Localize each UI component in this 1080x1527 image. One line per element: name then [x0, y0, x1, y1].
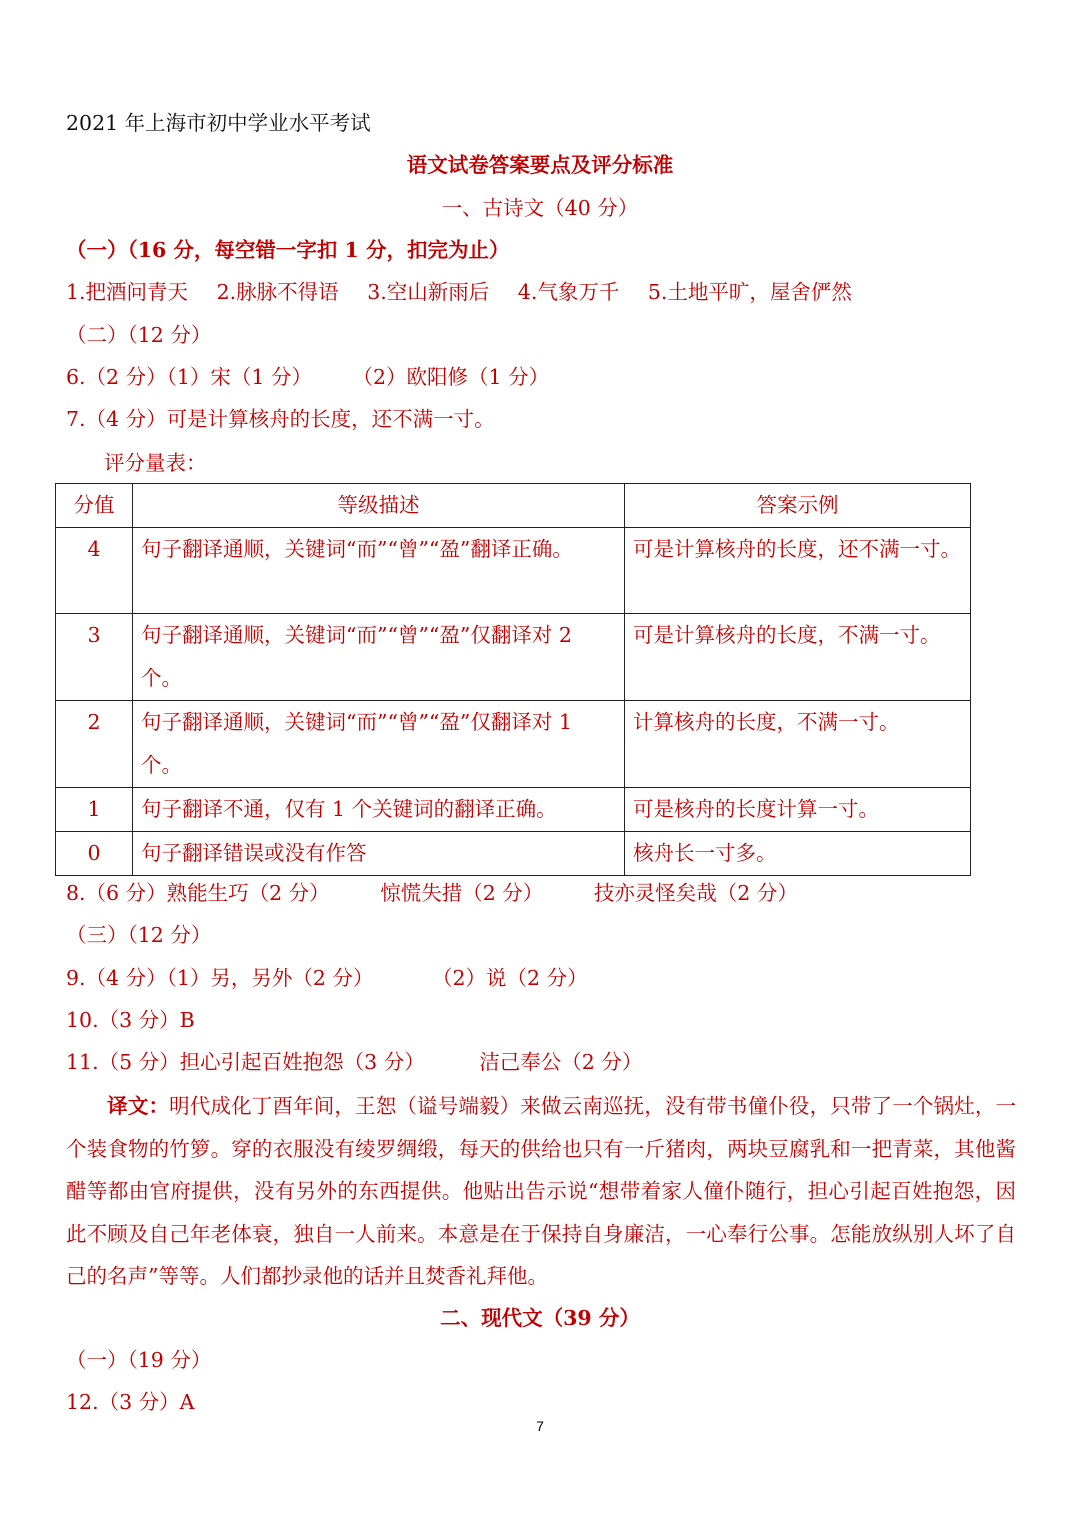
score-cell: 4: [56, 528, 133, 614]
answer-5: 5.土地平旷，屋舍俨然: [647, 280, 852, 304]
score-cell: 3: [56, 614, 133, 701]
question-8: [66, 878, 798, 908]
page-number: 7: [536, 1418, 544, 1434]
rubric-table: [55, 483, 971, 876]
score-cell: 2: [56, 701, 133, 788]
question-9: [66, 963, 588, 993]
q8-part-3: 技亦灵怪矣哉（2 分）: [593, 881, 798, 905]
question-11: [66, 1047, 642, 1077]
header-example: 答案示例: [625, 484, 971, 528]
description-cell: 句子翻译通顺，关键词“而”“曾”“盈”仅翻译对 1 个。: [133, 701, 625, 788]
table-row: [56, 701, 971, 788]
example-cell: 核舟长一寸多。: [625, 832, 971, 876]
q8-part-1: 8.（6 分）熟能生巧（2 分）: [66, 881, 330, 905]
example-cell: 计算核舟的长度，不满一寸。: [625, 701, 971, 788]
q6-part-2: （2）欧阳修（1 分）: [352, 365, 550, 389]
score-cell: 0: [56, 832, 133, 876]
document-title: 语文试卷答案要点及评分标准: [406, 153, 674, 177]
q11-part-2: 洁己奉公（2 分）: [479, 1050, 643, 1074]
answer-4: 4.气象万千: [517, 280, 620, 304]
q8-part-2: 惊慌失措（2 分）: [380, 881, 544, 905]
question-6: [66, 362, 549, 392]
section-2-title: 二、现代文（39 分）: [440, 1306, 640, 1330]
header-description: 等级描述: [133, 484, 625, 528]
example-cell: 可是计算核舟的长度，还不满一寸。: [625, 528, 971, 614]
table-row: [56, 528, 971, 614]
rubric-label: 评分量表：: [104, 451, 207, 475]
question-7: 7.（4 分）可是计算核舟的长度，还不满一寸。: [66, 407, 495, 431]
example-cell: 可是计算核舟的长度，不满一寸。: [625, 614, 971, 701]
question-10: 10.（3 分）B: [66, 1008, 195, 1032]
table-row: [56, 614, 971, 701]
description-cell: 句子翻译错误或没有作答: [133, 832, 625, 876]
q9-part-1: 9.（4 分）（1）另，另外（2 分）: [66, 966, 374, 990]
description-cell: 句子翻译通顺，关键词“而”“曾”“盈”翻译正确。: [133, 528, 625, 614]
rubric-header-row: [56, 484, 971, 528]
q11-part-1: 11.（5 分）担心引起百姓抱怨（3 分）: [66, 1050, 425, 1074]
part-2-title: （二）（12 分）: [66, 323, 212, 347]
q6-part-1: 6.（2 分）（1）宋（1 分）: [66, 365, 312, 389]
answer-3: 3.空山新雨后: [367, 280, 490, 304]
example-cell: 可是核舟的长度计算一寸。: [625, 788, 971, 832]
question-12: 12.（3 分）A: [66, 1390, 195, 1414]
translation-label: 译文：: [107, 1094, 170, 1118]
part-3-title: （三）（12 分）: [66, 923, 212, 947]
part-1-title: （一）（16 分，每空错一字扣 1 分，扣完为止）: [66, 238, 510, 262]
table-row: [56, 832, 971, 876]
description-cell: 句子翻译通顺，关键词“而”“曾”“盈”仅翻译对 2 个。: [133, 614, 625, 701]
score-cell: 1: [56, 788, 133, 832]
answer-2: 2.脉脉不得语: [216, 280, 339, 304]
table-row: [56, 788, 971, 832]
description-cell: 句子翻译不通，仅有 1 个关键词的翻译正确。: [133, 788, 625, 832]
answer-1: 1.把酒问青天: [66, 280, 189, 304]
header-score: 分值: [56, 484, 133, 528]
section-2-part-1-title: （一）（19 分）: [66, 1348, 212, 1372]
translation-paragraph: [66, 1085, 1016, 1298]
q9-part-2: （2）说（2 分）: [432, 966, 588, 990]
section-1-title: 一、古诗文（40 分）: [441, 196, 639, 220]
answers-1-5: [66, 277, 852, 307]
exam-title: 2021 年上海市初中学业水平考试: [66, 111, 371, 135]
translation-text: 明代成化丁酉年间，王恕（谥号端毅）来做云南巡抚，没有带书僮仆役，只带了一个锅灶，一个装食物的竹箩。穿的衣服没有绫罗绸缎，每天的供给也只有一斤猪肉，两块豆腐乳和一把青菜，其他酱醋等都由官府提供，没有另外的东西提供。他贴出告示说“想带着家人僮仆随行，担心引起百姓抱怨，因此不顾及自己年老体衰，独自一人前来。本意是在于保持自身廉洁，一心奉行公事。怎能放纵别人坏了自己的名声”等等。人们都抄录他的话并且焚香礼拜他。: [66, 1094, 1017, 1289]
